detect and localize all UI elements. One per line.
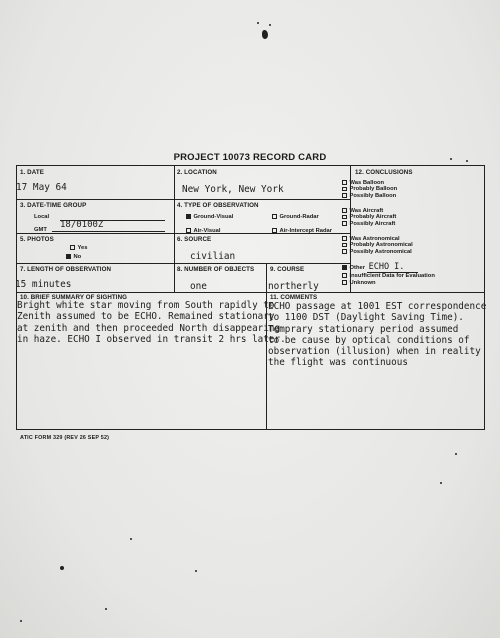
gmt-value: 18/0100Z — [60, 220, 104, 230]
scan-mark — [262, 30, 268, 39]
conclusion-group-aircraft — [342, 208, 396, 227]
divider — [16, 292, 485, 293]
option-probably-aircraft[interactable]: Probably Aircraft — [342, 214, 396, 220]
course-label: 9. COURSE — [270, 266, 305, 273]
checkbox[interactable] — [272, 214, 277, 219]
option-was-aircraft[interactable]: Was Aircraft — [342, 208, 396, 214]
length-label: 7. LENGTH OF OBSERVATION — [20, 266, 112, 273]
option-probably-astronomical[interactable]: Probably Astronomical — [342, 242, 413, 248]
summary-line: in haze. ECHO I observed in transit 2 hrs later. — [17, 333, 286, 345]
scan-mark — [105, 608, 107, 610]
option-possibly-aircraft[interactable]: Possibly Aircraft — [342, 221, 396, 227]
date-value: 17 May 64 — [16, 182, 67, 193]
option-air-visual[interactable]: Air-Visual — [186, 228, 220, 234]
option-possibly-balloon[interactable]: Possibly Balloon — [342, 193, 397, 199]
scan-mark — [455, 453, 457, 455]
checkbox[interactable] — [342, 249, 347, 254]
checkbox[interactable] — [70, 245, 75, 250]
checkbox[interactable] — [342, 180, 347, 185]
checkbox-checked[interactable] — [66, 254, 71, 259]
option-air-intercept-radar[interactable]: Air-Intercept Radar — [272, 228, 332, 234]
checkbox[interactable] — [186, 228, 191, 233]
course-value: northerly — [268, 281, 319, 292]
scan-mark — [60, 566, 64, 570]
checkbox-checked[interactable] — [186, 214, 191, 219]
checkbox[interactable] — [342, 215, 347, 220]
location-value: New York, New York — [182, 184, 284, 195]
option-photos-yes[interactable]: Yes — [70, 245, 88, 251]
scan-mark — [195, 570, 197, 572]
option-probably-balloon[interactable]: Probably Balloon — [342, 186, 397, 192]
card-title: PROJECT 10073 RECORD CARD — [173, 152, 327, 163]
comment-line: Temprary stationary period assumed — [268, 323, 459, 335]
dtg-label: 3. DATE-TIME GROUP — [20, 202, 87, 209]
divider — [16, 199, 350, 200]
location-label: 2. LOCATION — [177, 169, 217, 176]
divider — [174, 166, 175, 263]
summary-line: Zenith assumed to be ECHO. Remained stationary — [17, 311, 275, 323]
gmt-line — [52, 231, 165, 232]
form-id: ATIC FORM 329 (REV 26 SEP 52) — [20, 435, 110, 441]
checkbox[interactable] — [342, 221, 347, 226]
summary-line: at zenith and then proceeded North disappearing — [17, 322, 281, 334]
checkbox[interactable] — [342, 208, 347, 213]
summary-label: 10. BRIEF SUMMARY OF SIGHTING — [20, 294, 128, 301]
scan-mark — [257, 22, 259, 24]
checkbox[interactable] — [342, 236, 347, 241]
length-value: 15 minutes — [15, 279, 72, 290]
option-possibly-astronomical[interactable]: Possibly Astronomical — [342, 249, 413, 255]
date-label: 1. DATE — [20, 169, 44, 176]
comment-line: to 1100 DST (Daylight Saving Time). — [268, 312, 464, 324]
option-ground-visual[interactable]: Ground-Visual — [186, 214, 233, 220]
checkbox[interactable] — [272, 228, 277, 233]
checkbox[interactable] — [342, 193, 347, 198]
observation-type-label: 4. TYPE OF OBSERVATION — [177, 202, 259, 209]
checkbox[interactable] — [342, 273, 347, 278]
objects-label: 8. NUMBER OF OBJECTS — [177, 266, 255, 273]
option-photos-no[interactable]: No — [66, 254, 81, 260]
objects-value: one — [190, 281, 207, 292]
scan-mark — [440, 482, 442, 484]
option-insufficient-data[interactable]: Insufficient Data for Evaluation — [342, 273, 435, 279]
source-value: civilian — [190, 251, 236, 262]
comments-label: 11. COMMENTS — [270, 294, 318, 301]
divider — [16, 263, 350, 264]
option-was-astronomical[interactable]: Was Astronomical — [342, 236, 413, 242]
comment-line: observation (illusion) when in reality — [268, 346, 481, 358]
photos-label: 5. PHOTOS — [20, 236, 54, 243]
checkbox[interactable] — [342, 187, 347, 192]
checkbox[interactable] — [342, 243, 347, 248]
conclusion-group-balloon — [342, 180, 397, 199]
conclusion-group-astronomical — [342, 236, 413, 255]
comment-line: ECHO passage at 1001 EST correspondence — [268, 301, 487, 312]
comment-line: the flight was continuous — [268, 357, 408, 369]
scan-mark — [20, 620, 22, 622]
summary-line: Bright white star moving from South rapidly to — [17, 300, 275, 311]
divider — [266, 263, 267, 292]
option-other[interactable]: Other ECHO I. — [342, 264, 418, 271]
scan-mark — [269, 24, 271, 26]
conclusions-label: 12. CONCLUSIONS — [355, 169, 413, 176]
source-label: 6. SOURCE — [177, 236, 212, 243]
divider — [174, 263, 175, 292]
comment-line: to be cause by optical conditions of — [268, 334, 470, 346]
option-ground-radar[interactable]: Ground-Radar — [272, 214, 319, 220]
other-value: ECHO I. — [367, 262, 419, 273]
checkbox[interactable] — [342, 280, 347, 285]
comments-text — [268, 301, 486, 369]
local-label: Local — [34, 214, 50, 220]
gmt-label: GMT — [34, 227, 47, 233]
checkbox-checked[interactable] — [342, 265, 347, 270]
scan-mark — [130, 538, 132, 540]
summary-text — [17, 300, 286, 345]
option-unknown[interactable]: Unknown — [342, 280, 376, 286]
option-was-balloon[interactable]: Was Balloon — [342, 180, 397, 186]
